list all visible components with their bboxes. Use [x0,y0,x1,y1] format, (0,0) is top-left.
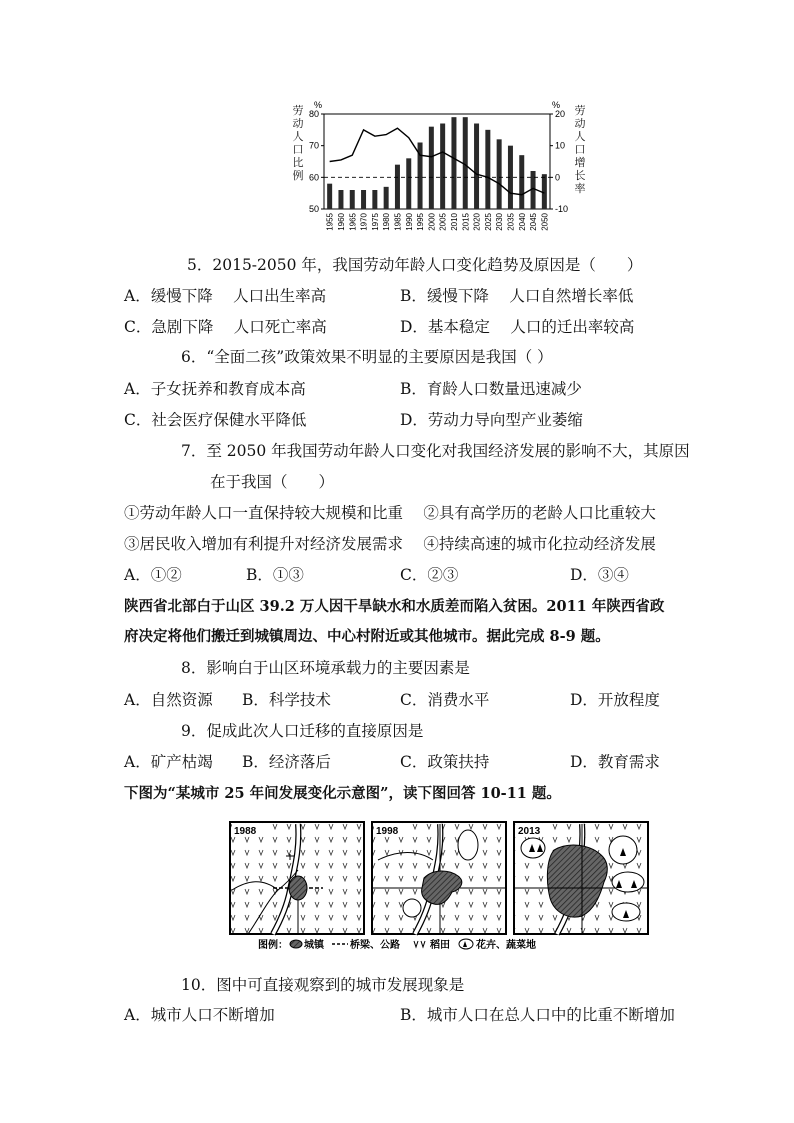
bar [485,130,490,209]
question-5-option-a: A．缓慢下降 人口出生率高 [124,287,327,305]
bar [361,190,366,209]
x-tick-label: 1995 [416,213,426,231]
question-7-option-d: D．③④ [570,566,629,584]
question-5-option-d: D．基本稳定 人口的迁出率较高 [400,318,635,336]
map-panel-1988 [230,822,364,934]
map-panel-2013 [514,822,648,934]
question-5-option-b: B．缓慢下降 人口自然增长率低 [400,287,634,305]
city-development-maps [228,820,654,952]
question-7-stem-cont: 在于我国（ ） [210,473,335,491]
question-6-option-a: A．子女抚养和教育成本高 [124,380,306,398]
question-5-option-c: C．急剧下降 人口死亡率高 [124,318,327,336]
x-tick-label: 2000 [427,213,437,231]
map-panel-1998 [372,822,506,934]
bar [338,190,343,209]
left-tick-label: 60 [308,172,319,183]
bar [519,155,524,209]
question-6-option-c: C．社会医疗保健水平降低 [124,411,307,429]
material-8-9-line-2: 府决定将他们搬迁到城镇周边、中心村附近或其他城市。据此完成 8-9 题。 [124,628,610,645]
bar [451,117,456,209]
right-tick-label: 0 [555,172,561,183]
x-tick-label: 2035 [506,213,516,231]
left-tick-label: 50 [308,204,319,214]
material-8-9-line-1: 陕西省北部白于山区 39.2 万人因干旱缺水和水质差而陷入贫困。2011 年陕西省政 [124,598,665,615]
x-tick-label: 2040 [517,213,527,231]
question-6-option-b: B．育龄人口数量迅速减少 [400,380,582,398]
x-tick-label: 2025 [483,213,493,231]
question-8-option-d: D．开放程度 [570,691,660,709]
map-year-1988: 1988 [234,826,257,837]
x-tick-label: 2050 [540,213,550,231]
bar [474,124,479,210]
left-tick-label: 70 [308,140,319,151]
legend-bridge-road: 桥梁、公路 [350,940,400,951]
x-tick-label: 1980 [382,213,392,231]
question-7-item-1: ①劳动年龄人口一直保持较大规模和比重 ②具有高学历的老龄人口比重较大 [124,504,656,522]
x-tick-label: 2010 [449,213,459,231]
x-tick-label: 1960 [336,213,346,231]
question-7-option-a: A．①② [124,566,182,584]
bar [406,158,411,209]
x-tick-label: 1955 [325,213,335,231]
plot-frame [324,114,550,209]
question-9-stem: 9．促成此次人口迁移的直接原因是 [181,722,424,740]
bar [372,190,377,209]
question-5-stem: 5．2015-2050 年，我国劳动年龄人口变化趋势及原因是（ ） [187,256,643,274]
material-10-11: 下图为“某城市 25 年间发展变化示意图”，读下图回答 10-11 题。 [124,785,561,802]
map-legend [258,938,536,951]
map-year-2013: 2013 [518,826,541,837]
right-tick-label: 20 [555,109,566,119]
x-tick-label: 1965 [348,213,358,231]
legend-title: 图例： [258,940,288,951]
question-9-option-c: C．政策扶持 [400,753,490,771]
legend-town: 城镇 [304,940,324,951]
question-7-option-c: C．②③ [400,566,459,584]
bar [429,127,434,209]
left-tick-label: 80 [308,109,319,119]
question-7-option-b: B．①③ [246,566,304,584]
bar [497,139,502,209]
question-9-option-a: A．矿产枯竭 [124,753,213,771]
x-tick-label: 2015 [461,213,471,231]
x-tick-label: 2045 [529,213,539,231]
bar [395,165,400,209]
bar [327,184,332,209]
question-8-option-b: B．科学技术 [242,691,331,709]
x-tick-label: 2020 [472,213,482,231]
left-axis-label: 劳动人口比例 [292,104,304,182]
bar [350,190,355,209]
question-7-stem: 7．至 2050 年我国劳动年龄人口变化对我国经济发展的影响不大，其原因 [181,442,690,460]
legend-flower: 花卉、蔬菜地 [476,940,536,951]
question-6-option-d: D．劳动力导向型产业萎缩 [400,411,583,429]
question-10-stem: 10．图中可直接观察到的城市发展现象是 [181,976,465,994]
right-unit: % [552,100,561,110]
bar [384,187,389,209]
map-year-1998: 1998 [376,826,399,837]
right-axis-label: 劳动人口增长率 [574,104,586,195]
labor-population-chart [300,96,580,246]
right-tick-label: -10 [555,204,569,214]
question-10-option-b: B．城市人口在总人口中的比重不断增加 [400,1006,675,1024]
x-tick-label: 1990 [404,213,414,231]
x-tick-label: 2030 [495,213,505,231]
question-9-option-d: D．教育需求 [570,753,660,771]
bar [542,174,547,209]
x-tick-label: 2005 [438,213,448,231]
question-6-stem: 6．“全面二孩”政策效果不明显的主要原因是我国（ ） [181,348,553,366]
x-tick-label: 1970 [359,213,369,231]
question-8-option-c: C．消费水平 [400,691,490,709]
question-7-item-2: ③居民收入增加有利提升对经济发展需求 ④持续高速的城市化拉动经济发展 [124,535,656,553]
x-tick-label: 1985 [393,213,403,231]
left-unit: % [313,100,322,110]
right-tick-label: 10 [555,140,566,151]
question-9-option-b: B．经济落后 [242,753,331,771]
x-tick-label: 1975 [370,213,380,231]
question-8-stem: 8．影响白于山区环境承载力的主要因素是 [181,659,470,677]
bar [440,124,445,210]
legend-rice: 稻田 [430,940,450,951]
question-8-option-a: A．自然资源 [124,691,213,709]
question-10-option-a: A．城市人口不断增加 [124,1006,275,1024]
